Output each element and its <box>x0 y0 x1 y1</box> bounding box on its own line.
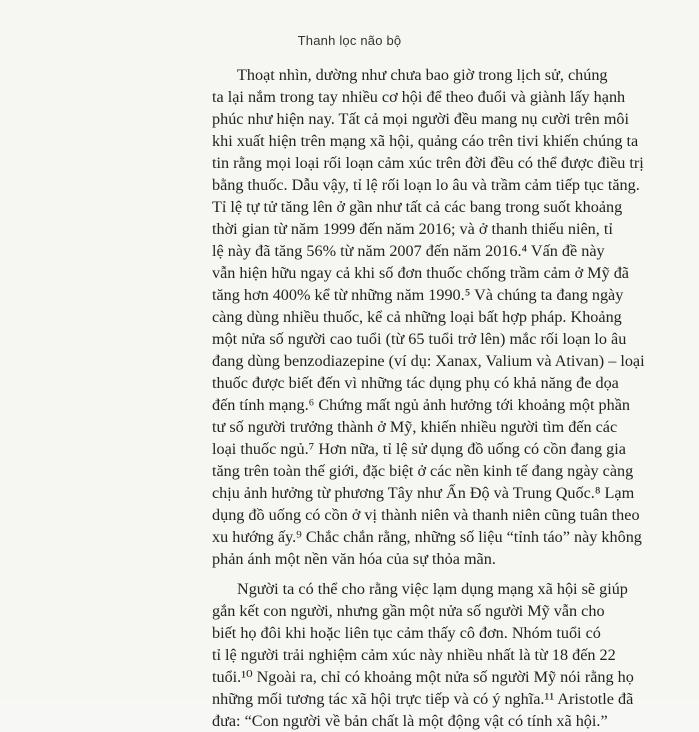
text-line: đưa: “Con người về bản chất là một động vật có tính xã hội.” <box>212 712 608 730</box>
text-line: loại thuốc ngủ.⁷ Hơn nữa, tỉ lệ sử dụng đồ uống có cồn đang gia <box>212 440 626 458</box>
text-line: càng dùng nhiều thuốc, kể cả những loại bất hợp pháp. Khoảng <box>212 308 622 326</box>
text-line: khi xuất hiện trên mạng xã hội, quảng cáo trên tivi khiến chúng ta <box>212 132 639 150</box>
text-line: tuổi.¹⁰ Ngoài ra, chỉ có khoảng một nửa số người Mỹ nói rằng họ <box>212 668 634 686</box>
text-line: một nửa số người cao tuổi (từ 65 tuổi trở lên) mắc rối loạn lo âu <box>212 330 627 348</box>
running-header: Thanh lọc não bộ <box>297 33 402 48</box>
text-line: bằng thuốc. Dẫu vậy, tỉ lệ rối loạn lo âu và trầm cảm tiếp tục tăng. <box>212 176 640 194</box>
text-line: chịu ảnh hưởng từ phương Tây như Ấn Độ và Trung Quốc.⁸ Lạm <box>212 484 635 502</box>
text-line: dụng đồ uống có cồn ở vị thành niên và thanh niên cũng tuân theo <box>212 506 640 524</box>
text-line: phúc như hiện nay. Tất cả mọi người đều mang nụ cười trên môi <box>212 110 630 128</box>
text-line: những mối tương tác xã hội trực tiếp và có ý nghĩa.¹¹ Aristotle đã <box>212 690 634 708</box>
text-line: tỉ lệ người trải nghiệm cảm xúc này nhiều nhất là từ 18 đến 22 <box>212 646 616 664</box>
text-line: ta lại nắm trong tay nhiều cơ hội để theo đuổi và giành lấy hạnh <box>212 88 626 106</box>
text-line: biết họ đôi khi hoặc liên tục cảm thấy cô đơn. Nhóm tuổi có <box>212 624 601 642</box>
text-line: tin rằng mọi loại rối loạn cảm xúc trên đời đều có thể được điều trị <box>212 154 644 172</box>
text-line: đến tính mạng.⁶ Chứng mất ngủ ảnh hưởng tới khoảng một phần <box>212 396 630 414</box>
text-line: tăng hơn 400% kể từ những năm 1990.⁵ Và chúng ta đang ngày <box>212 286 624 304</box>
body-text <box>187 64 645 732</box>
text-line: Người ta có thể cho rằng việc lạm dụng mạng xã hội sẽ giúp <box>237 580 628 598</box>
text-line: Tỉ lệ tự tử tăng lên ở gần như tất cả các bang trong suốt khoảng <box>212 198 623 216</box>
text-line: lệ này đã tăng 56% từ năm 2007 đến năm 2016.⁴ Vấn đề này <box>212 242 605 260</box>
text-line: Thoạt nhìn, dường như chưa bao giờ trong lịch sử, chúng <box>237 66 608 84</box>
text-line: thuốc được biết đến vì những tác dụng phụ có khả năng đe dọa <box>212 374 619 392</box>
text-line: tăng trên toàn thế giới, đặc biệt ở các nền kinh tế đang ngày càng <box>212 462 634 480</box>
paragraph-1 <box>187 64 645 570</box>
text-line: phản ánh một nền văn hóa của sự thỏa mãn. <box>212 550 496 568</box>
text-line: gắn kết con người, nhưng gần một nửa số người Mỹ vẫn cho <box>212 602 605 620</box>
text-line: đang dùng benzodiazepine (ví dụ: Xanax, Valium và Ativan) – loại <box>212 352 645 370</box>
paragraph-2 <box>187 578 634 732</box>
text-line: thời gian từ năm 1999 đến năm 2016; và ở thanh thiếu niên, tỉ <box>212 220 613 238</box>
text-line: xu hướng ấy.⁹ Chắc chắn rằng, những số liệu “tỉnh táo” này không <box>212 528 642 546</box>
text-line: tư số người trưởng thành ở Mỹ, khiến nhiều người tìm đến các <box>212 418 618 436</box>
text-line: vẫn hiện hữu ngay cả khi số đơn thuốc chống trầm cảm ở Mỹ đã <box>212 264 629 282</box>
